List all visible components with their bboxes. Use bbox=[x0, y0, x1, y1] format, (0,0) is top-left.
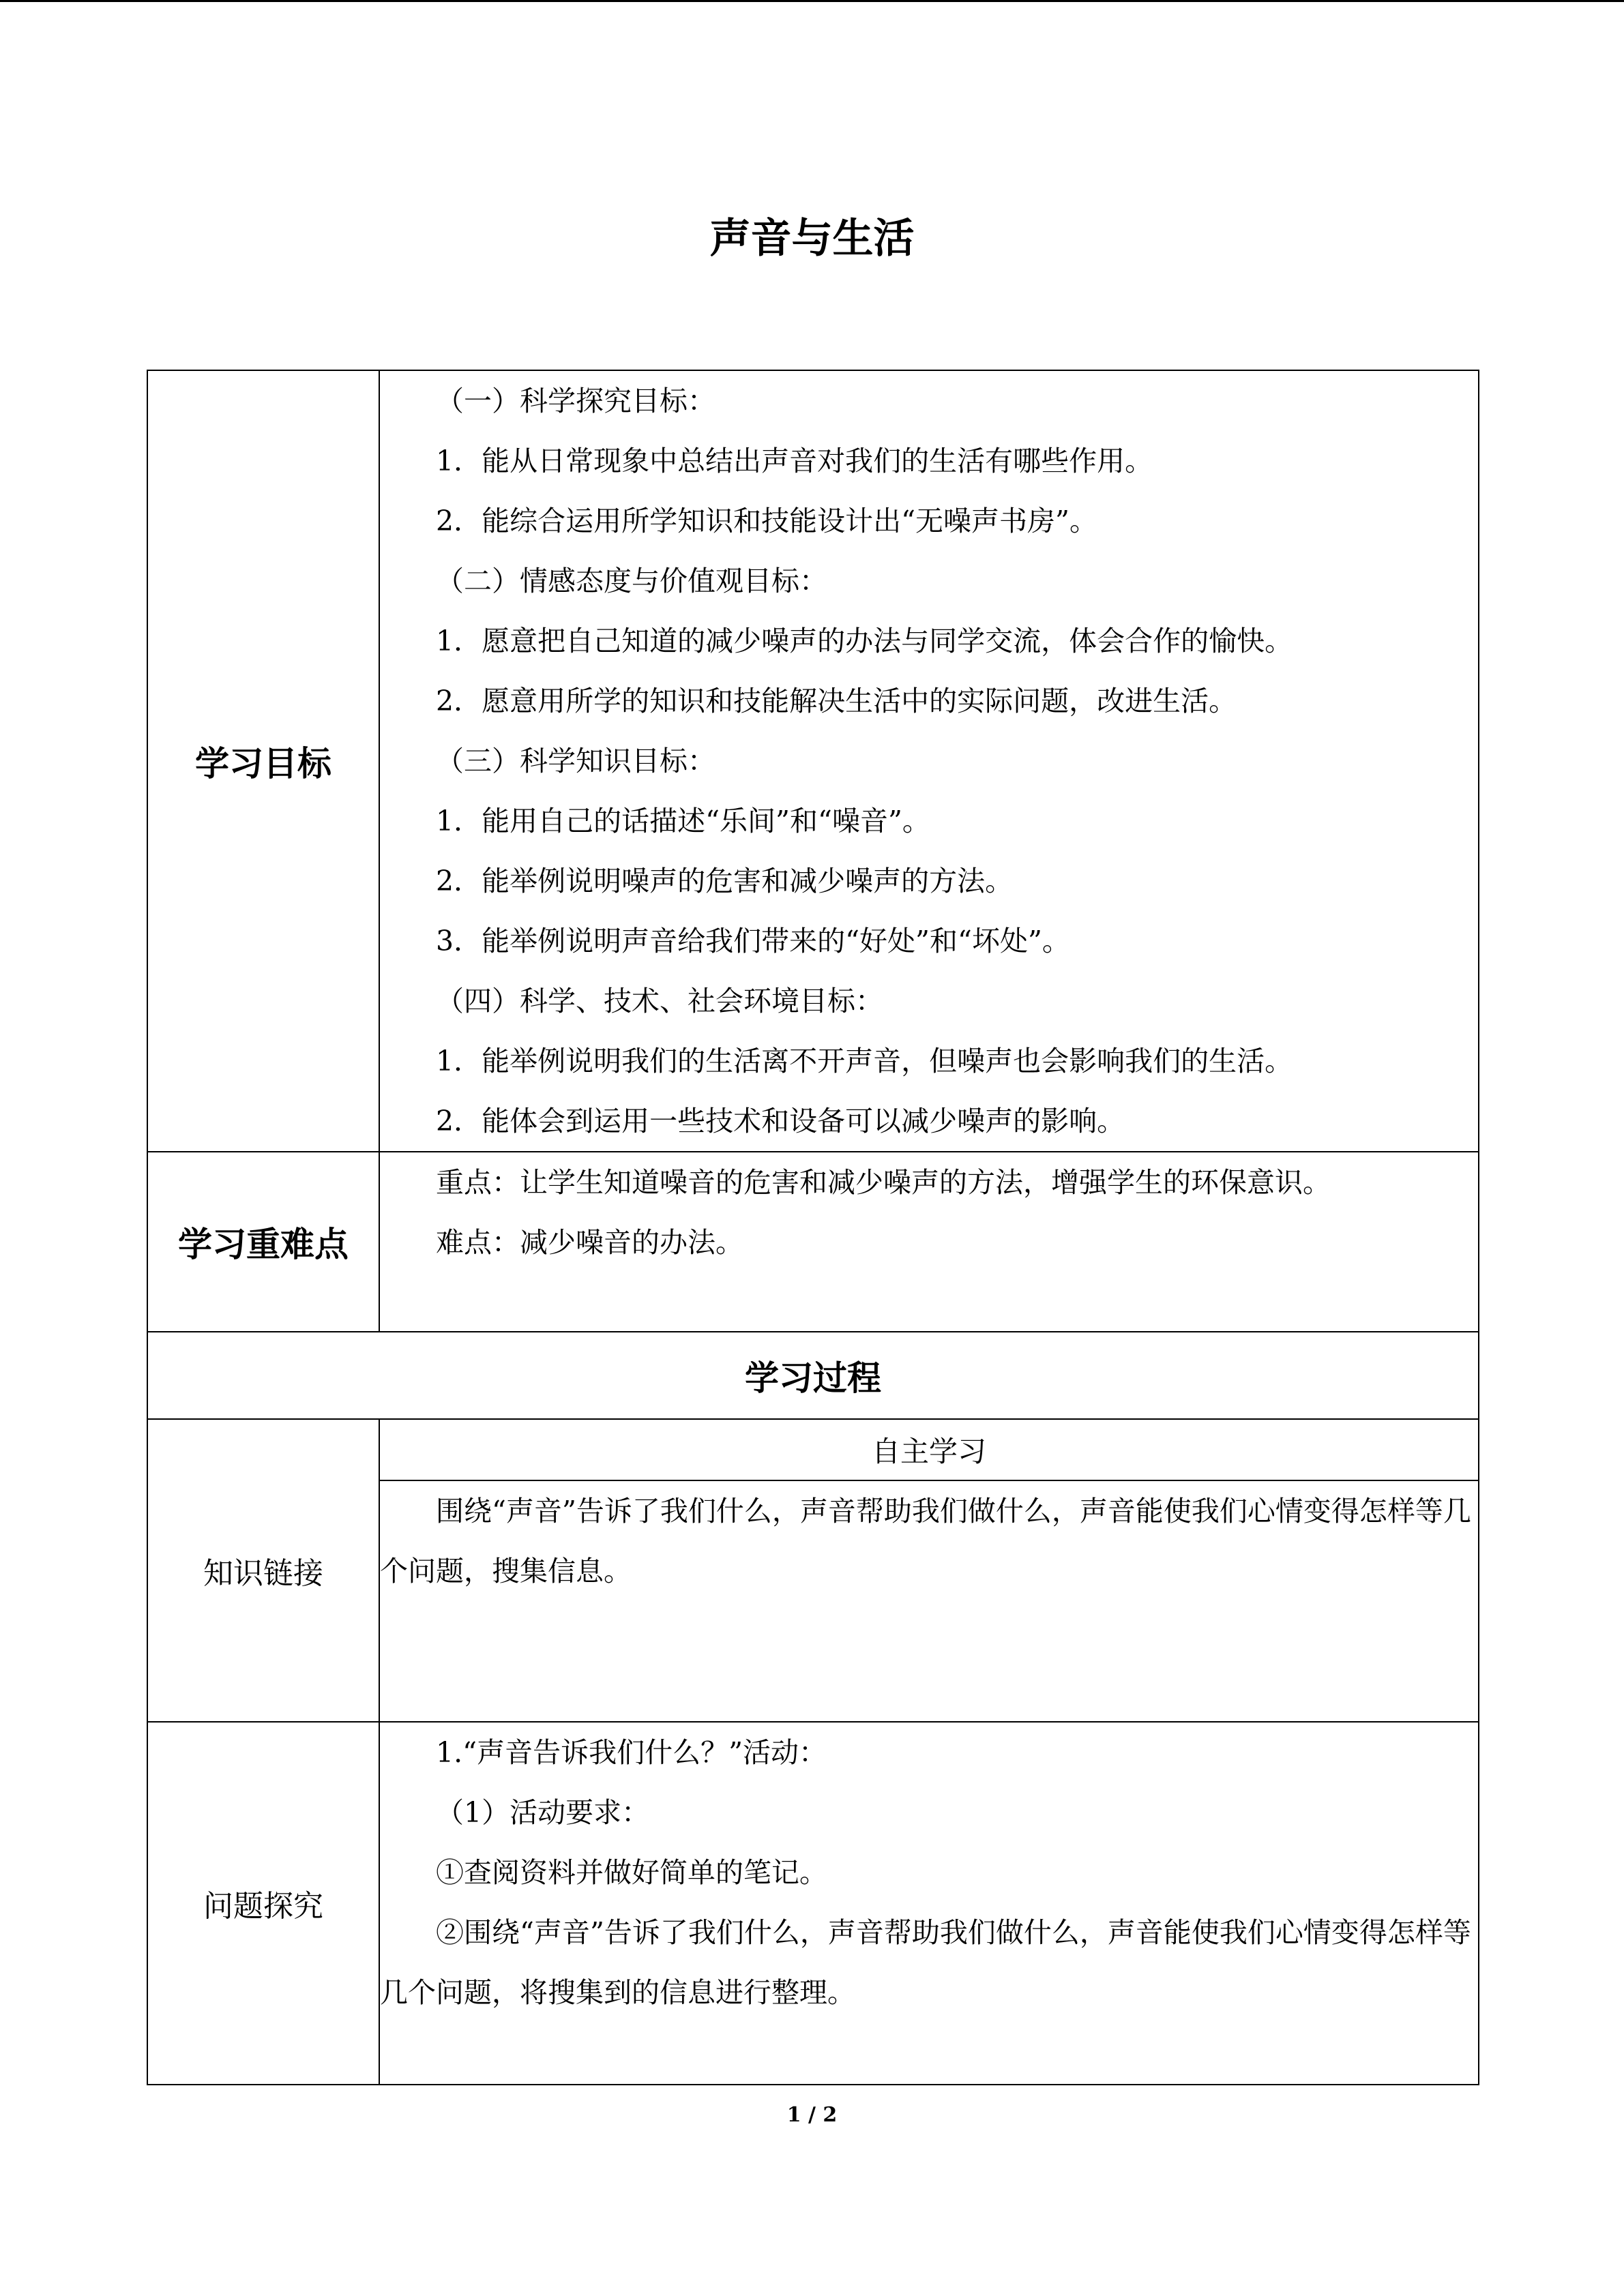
inquiry-line: ①查阅资料并做好简单的笔记。 bbox=[436, 1856, 827, 1889]
objectives-line: 1．能用自己的话描述“乐间”和“噪音”。 bbox=[436, 805, 930, 837]
self-study-heading: 自主学习 bbox=[379, 1419, 1479, 1480]
key-points-focus: 重点：让学生知道噪音的危害和减少噪声的方法，增强学生的环保意识。 bbox=[436, 1166, 1331, 1199]
objectives-line: 1．愿意把自己知道的减少噪声的办法与同学交流，体会合作的愉快。 bbox=[436, 625, 1293, 657]
knowledge-link-content bbox=[379, 1480, 1479, 1722]
top-border-line bbox=[0, 0, 1624, 2]
key-points-row bbox=[147, 1152, 1479, 1332]
objectives-line: （四）科学、技术、社会环境目标： bbox=[436, 985, 883, 1017]
objectives-line: 2．能举例说明噪声的危害和减少噪声的方法。 bbox=[436, 865, 1014, 897]
inquiry-line: （1）活动要求： bbox=[436, 1796, 650, 1829]
inquiry-label: 问题探究 bbox=[147, 1722, 379, 2085]
key-points-difficulty: 难点：减少噪音的办法。 bbox=[436, 1226, 743, 1259]
objectives-line: （一）科学探究目标： bbox=[436, 385, 715, 417]
document-title: 声音与生活 bbox=[709, 215, 915, 263]
self-study-row bbox=[147, 1419, 1479, 1480]
knowledge-link-label: 知识链接 bbox=[147, 1419, 379, 1722]
objectives-row bbox=[147, 370, 1479, 1152]
lesson-plan-table bbox=[147, 370, 1479, 2085]
objectives-line: 1．能从日常现象中总结出声音对我们的生活有哪些作用。 bbox=[436, 445, 1153, 477]
objectives-line: （三）科学知识目标： bbox=[436, 745, 715, 777]
objectives-content bbox=[379, 370, 1479, 1152]
objectives-line: 2．能综合运用所学知识和技能设计出“无噪声书房”。 bbox=[436, 505, 1098, 537]
knowledge-link-text: 围绕“声音”告诉了我们什么，声音帮助我们做什么，声音能使我们心情变得怎样等几个问题，搜集信息。 bbox=[380, 1495, 1471, 1587]
inquiry-line: 1.“声音告诉我们什么？”活动： bbox=[436, 1736, 827, 1769]
objectives-line: 2．能体会到运用一些技术和设备可以减少噪声的影响。 bbox=[436, 1105, 1125, 1137]
key-points-content bbox=[379, 1152, 1479, 1332]
objectives-line: （二）情感态度与价值观目标： bbox=[436, 565, 827, 597]
objectives-line: 1．能举例说明我们的生活离不开声音，但噪声也会影响我们的生活。 bbox=[436, 1045, 1293, 1077]
key-points-label: 学习重难点 bbox=[147, 1152, 379, 1332]
objectives-label: 学习目标 bbox=[147, 370, 379, 1152]
inquiry-row bbox=[147, 1722, 1479, 2085]
process-heading-row bbox=[147, 1332, 1479, 1419]
inquiry-line: ②围绕“声音”告诉了我们什么，声音帮助我们做什么，声音能使我们心情变得怎样等几个问题，将搜集到的信息进行整理。 bbox=[380, 1916, 1471, 2009]
objectives-line: 3．能举例说明声音给我们带来的“好处”和“坏处”。 bbox=[436, 925, 1070, 957]
objectives-line: 2．愿意用所学的知识和技能解决生活中的实际问题，改进生活。 bbox=[436, 685, 1237, 717]
process-heading: 学习过程 bbox=[147, 1332, 1479, 1419]
inquiry-content bbox=[379, 1722, 1479, 2085]
page-number: 1 / 2 bbox=[786, 2103, 838, 2127]
